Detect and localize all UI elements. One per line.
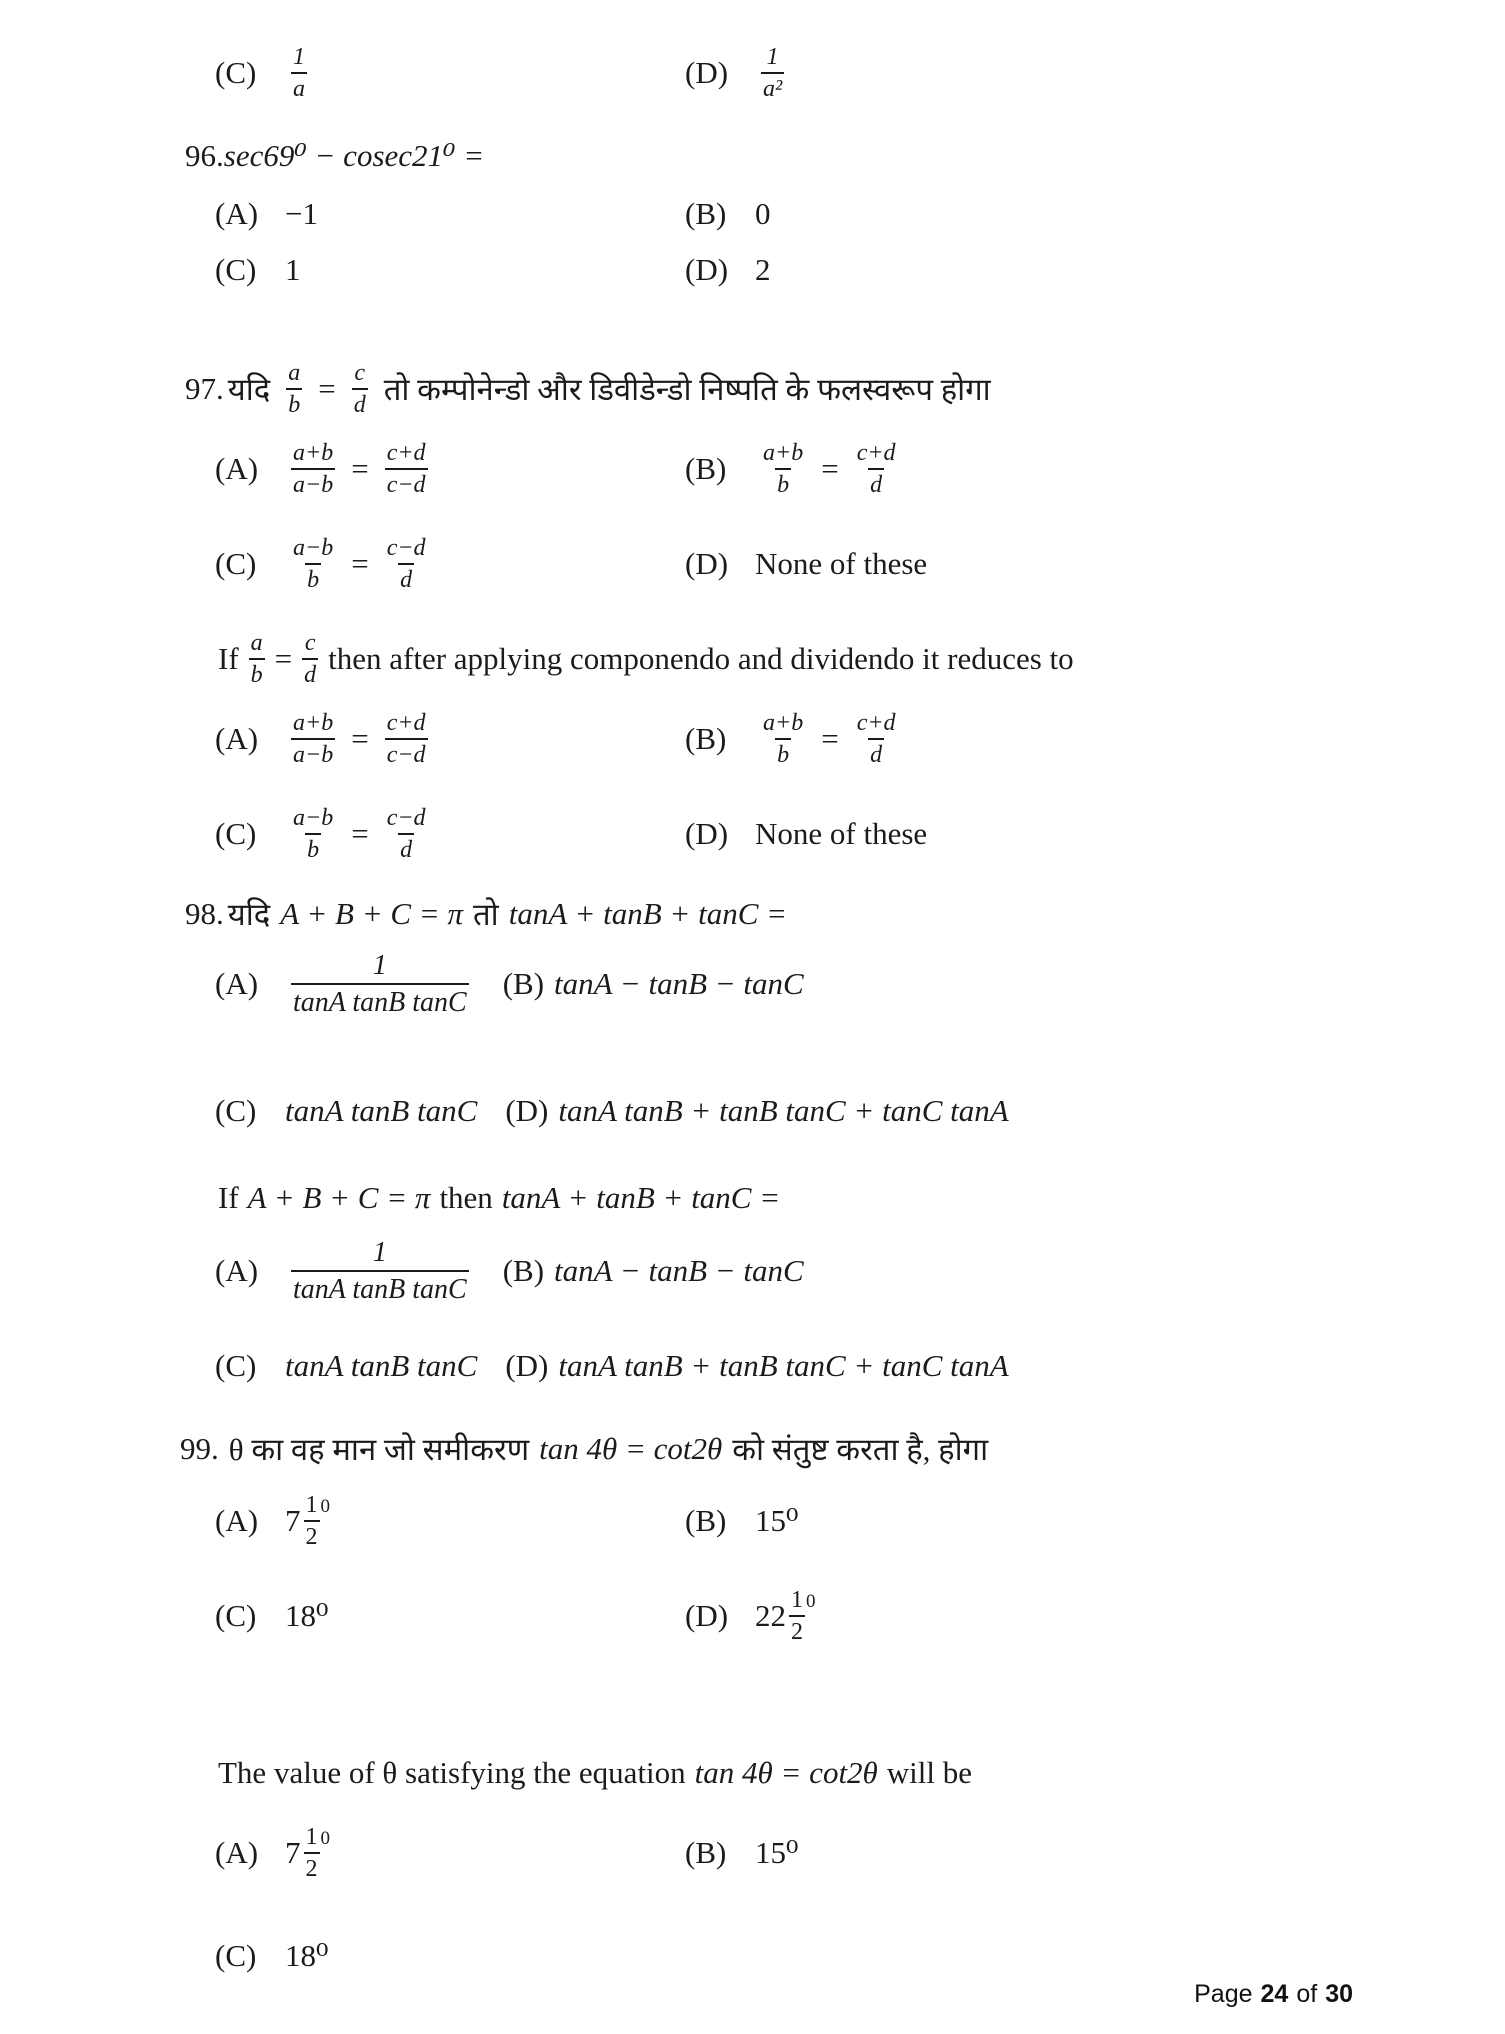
option-value: 1 xyxy=(285,252,301,287)
fraction-denominator: tanA tanB tanC xyxy=(291,983,469,1020)
fraction-numerator: a−b xyxy=(293,805,334,831)
option-label: (B) xyxy=(685,196,727,231)
fraction xyxy=(855,438,898,500)
fraction-denominator: a−b xyxy=(291,468,335,500)
footer-total-pages: 30 xyxy=(1325,1980,1353,2008)
option-96-d xyxy=(685,252,771,288)
question-97-options-row-1 xyxy=(215,438,904,500)
option-value: None of these xyxy=(755,816,928,851)
fraction xyxy=(385,533,428,595)
fraction xyxy=(385,708,428,770)
option-label: (C) xyxy=(215,1598,257,1633)
option-value: tanA tanB + tanB tanC + tanC tanA xyxy=(558,1348,1009,1383)
fraction xyxy=(291,42,307,104)
option-label: (C) xyxy=(215,252,257,287)
fraction-denominator: b xyxy=(305,833,321,865)
stem-math: tan 4θ = cot2θ xyxy=(539,1431,723,1466)
option-97-b-en xyxy=(685,708,904,770)
option-label: (B) xyxy=(685,1835,727,1870)
question-97-stem-english xyxy=(218,628,1074,690)
option-98-c xyxy=(215,1093,477,1129)
question-99-stem-hindi xyxy=(180,1428,988,1470)
fraction-denominator: b xyxy=(775,468,791,500)
degree-superscript: 0 xyxy=(320,1828,330,1849)
fraction xyxy=(291,1235,469,1307)
fraction xyxy=(855,708,898,770)
question-99-options-row-1 xyxy=(215,1490,798,1552)
fraction xyxy=(761,438,805,500)
fraction-numerator: a xyxy=(288,360,301,386)
stem-hindi-post: को संतुष्ट करता है, होगा xyxy=(732,1432,989,1467)
option-label: (A) xyxy=(215,196,259,231)
degree-superscript: 0 xyxy=(806,1591,816,1612)
stem-math-condition: A + B + C = π xyxy=(247,1180,431,1215)
question-math: sec69⁰ − cosec21⁰ = xyxy=(223,138,485,173)
option-value: tanA − tanB − tanC xyxy=(554,966,804,1001)
equals-sign: = xyxy=(351,816,369,851)
page-footer xyxy=(1194,1980,1353,2009)
option-99-a-en xyxy=(215,1822,685,1884)
fraction-numerator: 1 xyxy=(305,1492,318,1518)
option-97-a-en xyxy=(215,708,685,770)
option-value: 18⁰ xyxy=(285,1598,329,1633)
option-96-a xyxy=(215,196,685,232)
option-97-d-en xyxy=(685,816,927,852)
option-value: tanA − tanB − tanC xyxy=(554,1253,804,1288)
option-98-b xyxy=(503,966,804,1002)
question-98-options-row-4 xyxy=(215,1348,1009,1384)
fraction-denominator: b xyxy=(249,658,265,690)
option-label: (C) xyxy=(215,1938,257,1973)
option-label: (C) xyxy=(215,55,257,90)
fraction xyxy=(761,42,784,104)
option-label: (A) xyxy=(215,1253,259,1288)
question-number: 96. xyxy=(185,138,224,173)
fraction-numerator: c xyxy=(354,360,366,386)
stem-math-expression: tanA + tanB + tanC = xyxy=(508,896,788,931)
option-99-a xyxy=(215,1490,685,1552)
equals-sign: = xyxy=(351,451,369,486)
option-98-b-en xyxy=(503,1253,804,1289)
stem-hindi-then: तो xyxy=(473,897,499,932)
stem-math-condition: A + B + C = π xyxy=(280,896,464,931)
fraction-numerator: a xyxy=(250,630,263,656)
equals-sign: = xyxy=(351,721,369,756)
stem-english-if: If xyxy=(218,641,239,676)
option-98-c-en xyxy=(215,1348,477,1384)
fraction-denominator: d xyxy=(352,388,368,420)
fraction-denominator: 2 xyxy=(789,1615,805,1647)
fraction-numerator: c+d xyxy=(386,710,426,736)
stem-english-post: will be xyxy=(886,1755,973,1790)
fraction-numerator: a+b xyxy=(763,440,804,466)
fraction-denominator: d xyxy=(398,563,414,595)
question-95-options-row xyxy=(215,42,790,104)
fraction-numerator: c−d xyxy=(386,535,426,561)
option-label: (A) xyxy=(215,1503,259,1538)
option-label: (D) xyxy=(505,1348,549,1383)
question-96-options-row-1 xyxy=(215,196,771,232)
option-99-c-en xyxy=(215,1938,328,1974)
fraction-numerator: a−b xyxy=(293,535,334,561)
question-98-options-row-1 xyxy=(215,948,804,1020)
question-96-stem xyxy=(185,138,484,174)
fraction-denominator: tanA tanB tanC xyxy=(291,1270,469,1307)
option-label: (D) xyxy=(685,546,729,581)
option-96-c xyxy=(215,252,685,288)
question-99-options-row-2 xyxy=(215,1585,815,1647)
question-number: 99. xyxy=(180,1431,219,1466)
stem-hindi-rest: तो कम्पोनेन्डो और डिवीडेन्डो निष्पति के फलस्वरूप होगा xyxy=(383,372,991,407)
option-label: (B) xyxy=(685,721,727,756)
fraction xyxy=(304,1822,320,1884)
fraction xyxy=(286,358,302,420)
option-97-c xyxy=(215,533,685,595)
fraction-denominator: c−d xyxy=(385,738,428,770)
option-value: tanA tanB tanC xyxy=(285,1093,478,1128)
fraction-denominator: 2 xyxy=(304,1520,320,1552)
fraction-denominator: d xyxy=(302,658,318,690)
option-value: 15⁰ xyxy=(755,1503,799,1538)
question-98-stem-hindi xyxy=(185,893,787,935)
option-value: 2 xyxy=(755,252,771,287)
fraction xyxy=(291,533,335,595)
fraction xyxy=(352,358,368,420)
fraction-numerator: c xyxy=(304,630,316,656)
option-label: (C) xyxy=(215,546,257,581)
fraction-denominator: b xyxy=(286,388,302,420)
fraction xyxy=(789,1585,805,1647)
question-number: 98. xyxy=(185,896,224,931)
question-98-stem-english xyxy=(218,1180,780,1216)
fraction-numerator: c+d xyxy=(856,440,896,466)
option-value: 0 xyxy=(755,196,771,231)
option-value: None of these xyxy=(755,546,928,581)
option-label: (B) xyxy=(502,966,545,1001)
option-label: (B) xyxy=(685,451,727,486)
fraction-denominator: 2 xyxy=(304,1852,320,1884)
stem-english-rest: then after applying componendo and dividendo it reduces to xyxy=(328,641,1074,676)
option-value: tanA tanB tanC xyxy=(285,1348,478,1383)
fraction-denominator: a xyxy=(291,72,307,104)
fraction xyxy=(302,628,318,690)
question-99-options-row-3 xyxy=(215,1822,798,1884)
footer-current-page: 24 xyxy=(1260,1980,1289,2008)
option-label: (D) xyxy=(685,252,729,287)
option-99-c xyxy=(215,1598,685,1634)
option-label: (D) xyxy=(685,816,729,851)
option-value: 18⁰ xyxy=(285,1938,329,1973)
option-integer: 7 xyxy=(285,1503,301,1538)
option-label: (C) xyxy=(215,816,257,851)
option-98-a xyxy=(215,948,475,1020)
fraction xyxy=(385,438,428,500)
question-97-options-row-3 xyxy=(215,708,904,770)
fraction-numerator: c+d xyxy=(856,710,896,736)
equals-sign: = xyxy=(318,371,336,406)
option-label: (B) xyxy=(502,1253,545,1288)
question-97-stem-hindi xyxy=(185,358,991,420)
fraction-numerator: a+b xyxy=(763,710,804,736)
fraction-numerator: c+d xyxy=(386,440,426,466)
option-label: (C) xyxy=(215,1093,257,1128)
option-99-d xyxy=(685,1585,815,1647)
equals-sign: = xyxy=(274,641,293,676)
question-99-stem-english xyxy=(218,1755,972,1791)
fraction-numerator: 1 xyxy=(372,1237,387,1268)
fraction xyxy=(291,948,469,1020)
option-97-d xyxy=(685,546,927,582)
question-98-options-row-2 xyxy=(215,1093,1009,1129)
degree-superscript: 0 xyxy=(320,1496,330,1517)
option-95-c xyxy=(215,42,685,104)
option-98-d xyxy=(505,1093,1008,1129)
fraction-denominator: d xyxy=(398,833,414,865)
fraction xyxy=(385,803,428,865)
fraction-numerator: 1 xyxy=(791,1587,803,1613)
question-96-options-row-2 xyxy=(215,252,771,288)
option-97-a xyxy=(215,438,685,500)
stem-hindi-if: यदि xyxy=(227,372,271,407)
option-label: (B) xyxy=(685,1503,727,1538)
option-label: (A) xyxy=(215,966,259,1001)
fraction-numerator: 1 xyxy=(372,950,387,981)
fraction xyxy=(761,708,805,770)
option-value: tanA tanB + tanB tanC + tanC tanA xyxy=(558,1093,1009,1128)
stem-hindi-if: यदि xyxy=(227,897,271,932)
option-98-a-en xyxy=(215,1235,475,1307)
stem-math-expression: tanA + tanB + tanC = xyxy=(501,1180,781,1215)
option-label: (C) xyxy=(215,1348,257,1383)
option-integer: 7 xyxy=(285,1835,301,1870)
option-99-b xyxy=(685,1503,798,1539)
option-97-c-en xyxy=(215,803,685,865)
question-97-options-row-2 xyxy=(215,533,927,595)
option-label: (A) xyxy=(215,1835,259,1870)
fraction-numerator: 1 xyxy=(766,44,779,70)
fraction-denominator: d xyxy=(868,468,884,500)
fraction-numerator: 1 xyxy=(305,1824,318,1850)
stem-english-pre: The value of θ satisfying the equation xyxy=(218,1755,686,1790)
stem-english-if: If xyxy=(218,1180,239,1215)
option-integer: 22 xyxy=(755,1598,786,1633)
fraction xyxy=(291,708,335,770)
fraction xyxy=(291,803,335,865)
stem-math: tan 4θ = cot2θ xyxy=(694,1755,878,1790)
fraction-denominator: c−d xyxy=(385,468,428,500)
stem-english-then: then xyxy=(439,1180,493,1215)
option-96-b xyxy=(685,196,771,232)
option-99-b-en xyxy=(685,1835,798,1871)
fraction-numerator: a+b xyxy=(293,710,334,736)
fraction-denominator: b xyxy=(775,738,791,770)
option-value: 15⁰ xyxy=(755,1835,799,1870)
fraction-denominator: b xyxy=(305,563,321,595)
fraction-numerator: a+b xyxy=(293,440,334,466)
option-label: (D) xyxy=(685,1598,729,1633)
equals-sign: = xyxy=(821,451,839,486)
footer-word-page: Page xyxy=(1194,1980,1253,2008)
equals-sign: = xyxy=(351,546,369,581)
fraction-denominator: a−b xyxy=(291,738,335,770)
option-label: (D) xyxy=(685,55,729,90)
fraction-denominator: d xyxy=(868,738,884,770)
footer-word-of: of xyxy=(1296,1980,1318,2008)
option-label: (A) xyxy=(215,451,259,486)
option-label: (D) xyxy=(505,1093,549,1128)
option-98-d-en xyxy=(505,1348,1008,1384)
fraction-numerator: c−d xyxy=(386,805,426,831)
question-98-options-row-3 xyxy=(215,1235,804,1307)
fraction-numerator: 1 xyxy=(293,44,305,70)
fraction xyxy=(291,438,335,500)
option-label: (A) xyxy=(215,721,259,756)
equals-sign: = xyxy=(821,721,839,756)
fraction xyxy=(249,628,265,690)
option-95-d xyxy=(685,42,790,104)
option-97-b xyxy=(685,438,904,500)
question-99-options-row-4 xyxy=(215,1938,328,1974)
option-value: −1 xyxy=(285,196,318,231)
fraction xyxy=(304,1490,320,1552)
question-number: 97. xyxy=(185,371,224,406)
stem-hindi-pre: θ का वह मान जो समीकरण xyxy=(228,1432,530,1467)
question-97-options-row-4 xyxy=(215,803,927,865)
fraction-denominator: a² xyxy=(761,72,784,104)
